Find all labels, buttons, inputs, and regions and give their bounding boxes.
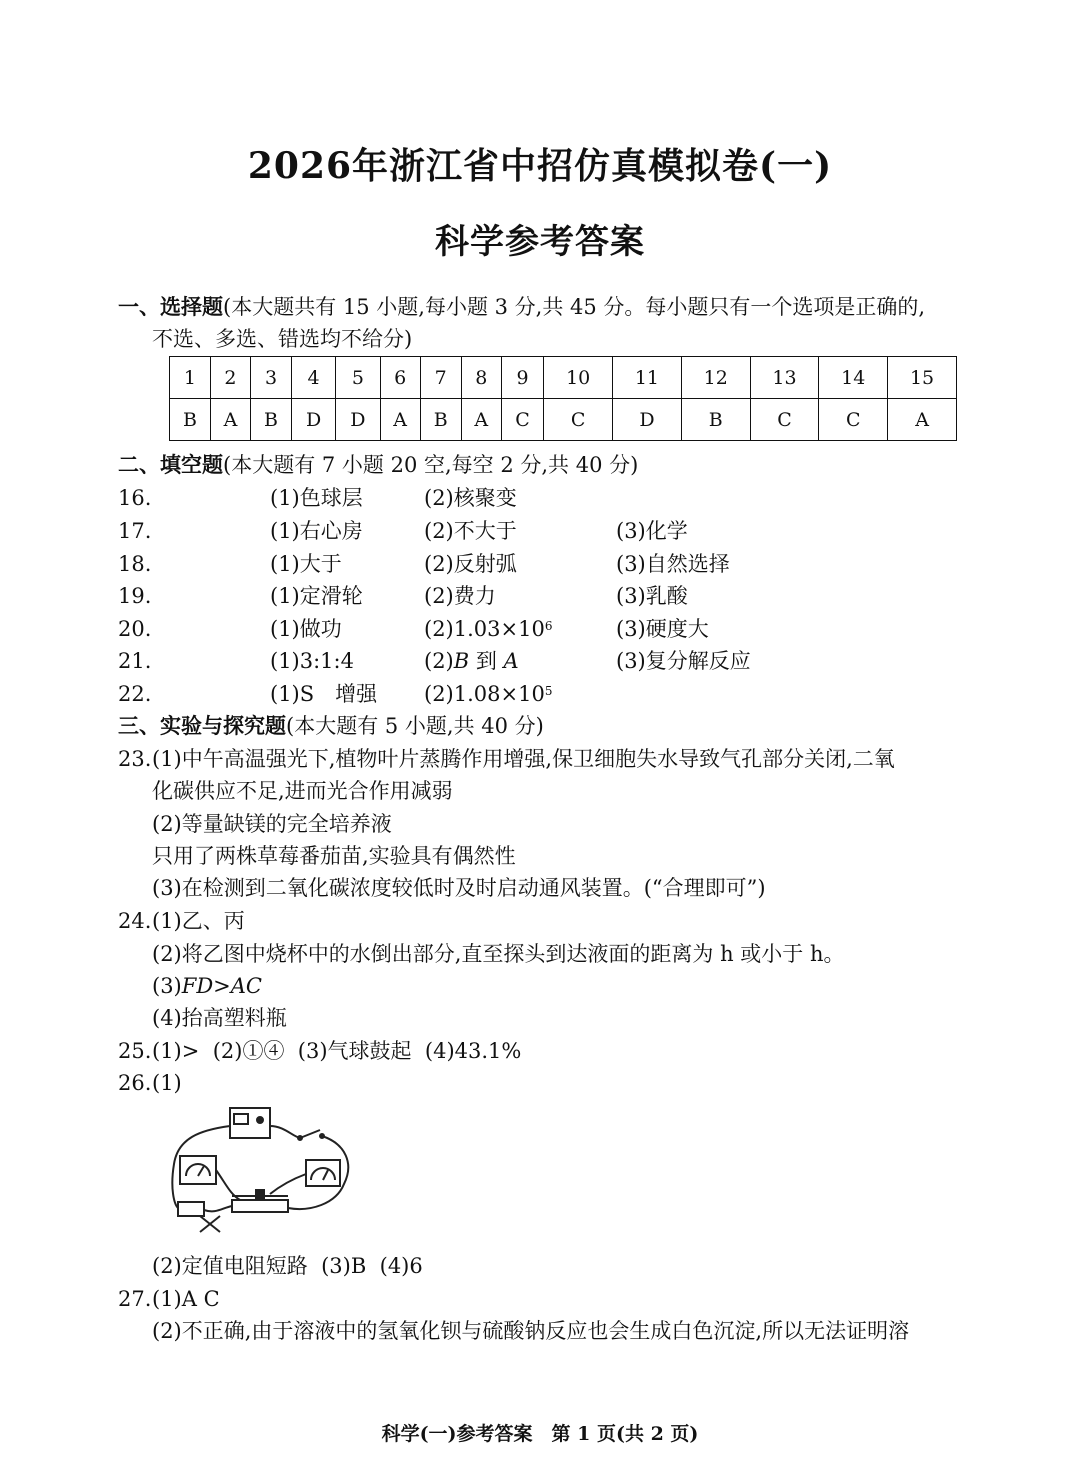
- answer-table-answer-row: [170, 399, 957, 441]
- question-number-cell: 14: [819, 357, 888, 399]
- answer-cell: D: [291, 399, 335, 441]
- section1-desc2: 不选、多选、错选均不给分): [152, 327, 413, 351]
- q22-row: [118, 679, 1018, 709]
- q23-line-4: 只用了两株草莓番茄苗,实验具有偶然性: [152, 844, 516, 868]
- answer-cell: B: [170, 399, 211, 441]
- answer-cell: A: [461, 399, 501, 441]
- q17-number: 17.: [118, 519, 152, 543]
- question-number-cell: 9: [501, 357, 543, 399]
- question-number-cell: 11: [613, 357, 682, 399]
- q25-number: 25.: [118, 1039, 152, 1063]
- q24-line-3: (3)FD>AC: [152, 974, 262, 998]
- ammeter-icon: [306, 1160, 340, 1186]
- q22-answer-1: (1)S 增强: [270, 682, 378, 706]
- question-number-cell: 2: [210, 357, 250, 399]
- section1-heading: 一、选择题(本大题共有 15 小题,每小题 3 分,共 45 分。每小题只有一个选项是正确的,: [118, 294, 926, 319]
- q27-line-2: (2)不正确,由于溶液中的氢氧化钡与硫酸钠反应也会生成白色沉淀,所以无法证明溶: [152, 1319, 910, 1343]
- answer-cell: C: [819, 399, 888, 441]
- q18-answer-1: (1)大于: [270, 552, 342, 576]
- q17-answer-1: (1)右心房: [270, 519, 363, 543]
- question-number-cell: 12: [681, 357, 750, 399]
- answer-cell: C: [750, 399, 819, 441]
- q20-answer-1: (1)做功: [270, 617, 342, 641]
- q19-answer-1: (1)定滑轮: [270, 584, 363, 608]
- page-footer: 科学(一)参考答案 第 1 页(共 2 页): [381, 1423, 699, 1445]
- q27-line-1: (1)A C: [152, 1287, 220, 1311]
- answer-cell: B: [420, 399, 461, 441]
- answer-cell: B: [251, 399, 292, 441]
- q19-row: [118, 581, 1018, 611]
- q17-answer-2: (2)不大于: [424, 519, 517, 543]
- question-number-cell: 5: [336, 357, 380, 399]
- question-number-cell: 1: [170, 357, 211, 399]
- q22-number: 22.: [118, 682, 152, 706]
- answer-cell: C: [501, 399, 543, 441]
- q16-answer-1: (1)色球层: [270, 486, 363, 510]
- q20-answer-2: $(2)1.03\times 10^6$: [424, 617, 553, 641]
- q16-answer-2: (2)核聚变: [424, 486, 517, 510]
- section3-heading: 三、实验与探究题(本大题有 5 小题,共 40 分): [118, 713, 544, 738]
- q23-line-1: (1)中午高温强光下,植物叶片蒸腾作用增强,保卫细胞失水导致气孔部分关闭,二氧: [152, 747, 895, 771]
- power-supply-icon: [230, 1108, 270, 1138]
- q23-line-2: 化碳供应不足,进而光合作用减弱: [152, 779, 453, 803]
- q21-row: [118, 646, 1018, 676]
- q23-line-5: (3)在检测到二氧化碳浓度较低时及时启动通风装置。(“合理即可”): [152, 876, 766, 900]
- answer-cell: D: [613, 399, 682, 441]
- q18-answer-2: (2)反射弧: [424, 552, 517, 576]
- answer-table-number-row: [170, 357, 957, 399]
- page-subtitle: 科学参考答案: [435, 222, 645, 262]
- q18-answer-3: (3)自然选择: [616, 552, 730, 576]
- q24-line-4: (4)抬高塑料瓶: [152, 1006, 287, 1030]
- question-number-cell: 6: [380, 357, 420, 399]
- answer-cell: A: [380, 399, 420, 441]
- page-title: 2026年浙江省中招仿真模拟卷(一): [247, 145, 833, 187]
- question-number-cell: 3: [251, 357, 292, 399]
- q21-number: 21.: [118, 649, 152, 673]
- q24-line-2: (2)将乙图中烧杯中的水倒出部分,直至探头到达液面的距离为 h 或小于 h。: [152, 942, 845, 966]
- q18-row: [118, 549, 1018, 579]
- answer-cell: D: [336, 399, 380, 441]
- q23-line-3: (2)等量缺镁的完全培养液: [152, 812, 392, 836]
- q22-answer-2: $(2)1.08\times 10^5$: [424, 682, 553, 706]
- q27-number: 27.: [118, 1287, 152, 1311]
- section2-heading: 二、填空题(本大题有 7 小题 20 空,每空 2 分,共 40 分): [118, 452, 639, 477]
- question-number-cell: 4: [291, 357, 335, 399]
- q20-row: [118, 614, 1018, 644]
- resistor-icon: [178, 1202, 204, 1216]
- q19-number: 19.: [118, 584, 152, 608]
- answer-cell: A: [210, 399, 250, 441]
- voltmeter-icon: [180, 1156, 216, 1184]
- q19-answer-2: (2)费力: [424, 584, 496, 608]
- q18-number: 18.: [118, 552, 152, 576]
- q21-answer-3: (3)复分解反应: [616, 649, 751, 673]
- q16-number: 16.: [118, 486, 152, 510]
- q20-number: 20.: [118, 617, 152, 641]
- q25-answers: (1)> (2)①④ (3)气球鼓起 (4)43.1%: [152, 1039, 522, 1063]
- question-number-cell: 10: [544, 357, 613, 399]
- q17-row: [118, 516, 1018, 546]
- question-number-cell: 15: [888, 357, 957, 399]
- q21-answer-2: (2)B 到 A: [424, 649, 519, 673]
- answer-cell: C: [544, 399, 613, 441]
- question-number-cell: 8: [461, 357, 501, 399]
- q20-answer-3: (3)硬度大: [616, 617, 709, 641]
- q24-line-1: (1)乙、丙: [152, 909, 245, 933]
- q24-number: 24.: [118, 909, 152, 933]
- q23-number: 23.: [118, 747, 152, 771]
- q17-answer-3: (3)化学: [616, 519, 688, 543]
- answer-cell: A: [888, 399, 957, 441]
- q19-answer-3: (3)乳酸: [616, 584, 688, 608]
- q21-answer-1: (1)3:1:4: [270, 649, 354, 673]
- switch-icon: [298, 1130, 324, 1140]
- circuit-diagram: [160, 1104, 360, 1234]
- question-number-cell: 7: [420, 357, 461, 399]
- q26-number: 26.: [118, 1071, 152, 1095]
- answer-table: [169, 356, 957, 441]
- q26-line-2: (2)定值电阻短路 (3)B (4)6: [152, 1254, 423, 1278]
- q16-row: [118, 483, 1018, 513]
- question-number-cell: 13: [750, 357, 819, 399]
- answer-cell: B: [681, 399, 750, 441]
- q26-line-1: (1): [152, 1071, 182, 1095]
- rheostat-icon: [232, 1190, 288, 1212]
